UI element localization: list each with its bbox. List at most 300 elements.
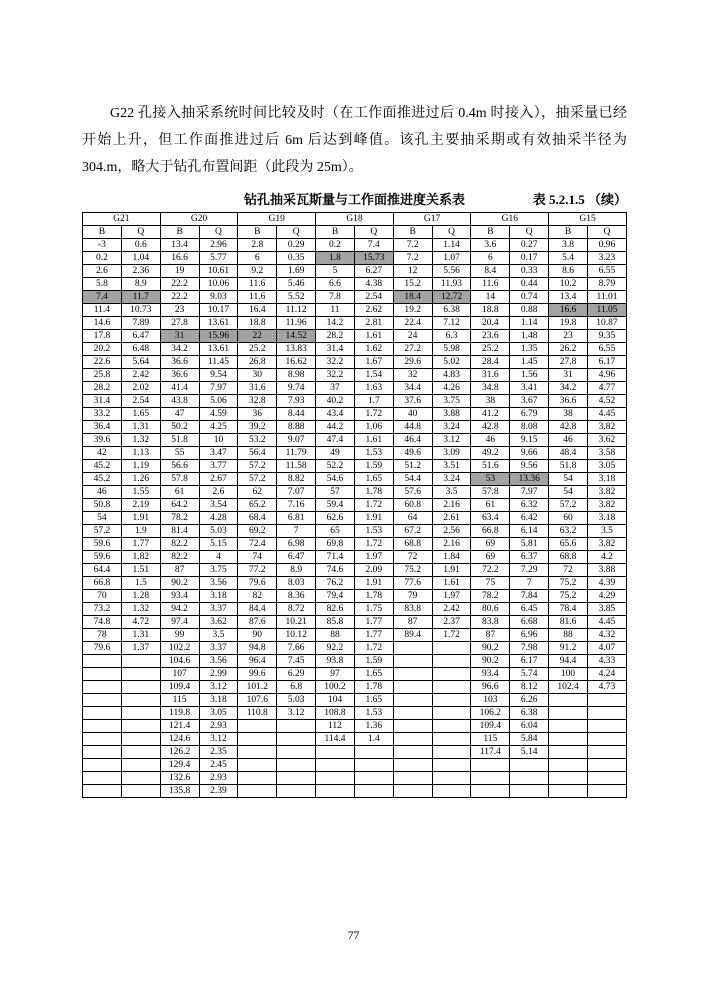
table-cell: 22.2 xyxy=(160,291,199,304)
column-subheader-g19-q: Q xyxy=(277,226,316,239)
table-cell: 100.2 xyxy=(316,681,355,694)
table-cell: 13.61 xyxy=(199,343,238,356)
table-cell: 0.27 xyxy=(510,239,549,252)
table-cell: 102.2 xyxy=(160,642,199,655)
table-cell: 132.6 xyxy=(160,772,199,785)
table-cell: 1.31 xyxy=(121,421,160,434)
table-cell xyxy=(354,746,393,759)
table-cell: 112 xyxy=(316,720,355,733)
table-cell: 38 xyxy=(471,395,510,408)
table-cell: 117.4 xyxy=(471,746,510,759)
table-cell: 1.65 xyxy=(354,668,393,681)
table-row xyxy=(83,772,627,785)
table-cell xyxy=(393,720,432,733)
table-cell xyxy=(316,759,355,772)
table-cell: 34.2 xyxy=(160,343,199,356)
table-cell: 102.4 xyxy=(549,681,588,694)
table-cell: 31.6 xyxy=(471,369,510,382)
table-cell: 88 xyxy=(549,629,588,642)
table-cell: 1.72 xyxy=(432,629,471,642)
table-cell: 72 xyxy=(549,564,588,577)
table-cell: 1.61 xyxy=(354,434,393,447)
table-cell: 27.8 xyxy=(549,356,588,369)
page-number: 77 xyxy=(347,930,360,942)
table-cell: 1.62 xyxy=(354,343,393,356)
table-cell: 82.6 xyxy=(316,603,355,616)
table-cell: 11.6 xyxy=(238,291,277,304)
table-cell: 12 xyxy=(393,265,432,278)
table-cell: 115 xyxy=(160,694,199,707)
table-cell: 2.62 xyxy=(354,304,393,317)
table-cell xyxy=(393,733,432,746)
table-cell: 0.44 xyxy=(510,278,549,291)
table-cell: -3 xyxy=(83,239,122,252)
table-cell: 9.56 xyxy=(510,460,549,473)
table-row xyxy=(83,707,627,720)
table-cell xyxy=(587,720,626,733)
table-cell xyxy=(393,642,432,655)
table-cell: 0.2 xyxy=(83,252,122,265)
table-cell: 10.2 xyxy=(549,278,588,291)
table-cell: 1.32 xyxy=(121,603,160,616)
table-cell: 23.6 xyxy=(471,330,510,343)
table-cell: 20.2 xyxy=(83,343,122,356)
table-cell: 6.26 xyxy=(510,694,549,707)
table-cell: 5.64 xyxy=(121,356,160,369)
table-cell: 14.52 xyxy=(277,330,316,343)
table-cell: 3.56 xyxy=(199,655,238,668)
table-cell: 1.14 xyxy=(432,239,471,252)
table-cell: 46 xyxy=(83,486,122,499)
table-cell xyxy=(238,746,277,759)
table-cell: 8.6 xyxy=(549,265,588,278)
table-cell: 1.77 xyxy=(354,629,393,642)
table-cell: 0.33 xyxy=(510,265,549,278)
table-cell: 25.8 xyxy=(83,369,122,382)
table-cell: 3.5 xyxy=(199,629,238,642)
table-cell: 6.55 xyxy=(587,343,626,356)
table-cell: 11.01 xyxy=(587,291,626,304)
table-cell: 79 xyxy=(393,590,432,603)
table-cell: 13.83 xyxy=(277,343,316,356)
table-cell: 3.24 xyxy=(432,421,471,434)
table-cell xyxy=(432,694,471,707)
table-row xyxy=(83,525,627,538)
table-cell: 1.53 xyxy=(354,707,393,720)
table-cell: 51.2 xyxy=(393,460,432,473)
table-cell: 1.37 xyxy=(121,642,160,655)
table-number-label: 表 5.2.1.5 （续） xyxy=(532,192,627,207)
table-cell: 97 xyxy=(316,668,355,681)
table-cell xyxy=(83,759,122,772)
table-cell: 8.82 xyxy=(277,473,316,486)
table-cell: 74 xyxy=(238,551,277,564)
table-cell xyxy=(432,655,471,668)
table-cell: 67.2 xyxy=(393,525,432,538)
table-cell: 1.72 xyxy=(354,408,393,421)
table-cell: 2.6 xyxy=(83,265,122,278)
table-cell: 42.8 xyxy=(549,421,588,434)
table-cell: 3.47 xyxy=(199,447,238,460)
table-cell: 5.4 xyxy=(549,252,588,265)
table-cell: 4.38 xyxy=(354,278,393,291)
table-cell: 7.4 xyxy=(354,239,393,252)
table-row xyxy=(83,785,627,798)
table-cell: 4.59 xyxy=(199,408,238,421)
table-cell xyxy=(587,707,626,720)
table-cell: 4.73 xyxy=(587,681,626,694)
table-cell: 64.2 xyxy=(160,499,199,512)
table-cell: 74.8 xyxy=(83,616,122,629)
table-cell: 6.79 xyxy=(510,408,549,421)
table-cell: 6.47 xyxy=(121,330,160,343)
table-cell: 0.88 xyxy=(510,304,549,317)
table-cell: 4.33 xyxy=(587,655,626,668)
table-cell: 2.93 xyxy=(199,772,238,785)
table-cell: 1.75 xyxy=(354,603,393,616)
table-cell xyxy=(432,759,471,772)
table-row xyxy=(83,395,627,408)
table-cell: 22.6 xyxy=(83,356,122,369)
table-cell: 2.93 xyxy=(199,720,238,733)
table-cell: 8.79 xyxy=(587,278,626,291)
table-cell xyxy=(277,759,316,772)
table-cell: 6.38 xyxy=(432,304,471,317)
table-cell: 1.65 xyxy=(121,408,160,421)
table-cell: 6.14 xyxy=(510,525,549,538)
table-cell: 7.16 xyxy=(277,499,316,512)
table-cell: 0.96 xyxy=(587,239,626,252)
table-cell: 68.4 xyxy=(238,512,277,525)
table-cell: 45.2 xyxy=(83,460,122,473)
table-cell: 1.63 xyxy=(354,382,393,395)
table-cell: 7.8 xyxy=(316,291,355,304)
table-cell xyxy=(83,733,122,746)
table-cell: 50.2 xyxy=(160,421,199,434)
table-cell: 47 xyxy=(160,408,199,421)
table-row xyxy=(83,538,627,551)
table-cell: 57.2 xyxy=(549,499,588,512)
table-cell: 8.98 xyxy=(277,369,316,382)
table-cell: 2.96 xyxy=(199,239,238,252)
column-group-g15: G15 xyxy=(549,213,627,226)
table-cell xyxy=(238,733,277,746)
table-row xyxy=(83,577,627,590)
table-cell: 0.35 xyxy=(277,252,316,265)
table-row xyxy=(83,668,627,681)
table-cell: 17.8 xyxy=(83,330,122,343)
table-cell: 80.6 xyxy=(471,603,510,616)
column-subheader-g19-b: B xyxy=(238,226,277,239)
table-cell: 26.8 xyxy=(238,356,277,369)
table-cell: 92.2 xyxy=(316,642,355,655)
table-cell xyxy=(587,694,626,707)
table-cell: 6.37 xyxy=(510,551,549,564)
table-cell: 1.06 xyxy=(354,421,393,434)
table-cell: 4.07 xyxy=(587,642,626,655)
table-cell: 90.2 xyxy=(160,577,199,590)
table-cell: 11.93 xyxy=(432,278,471,291)
table-cell: 48.4 xyxy=(549,447,588,460)
table-cell: 11.05 xyxy=(587,304,626,317)
table-cell: 54 xyxy=(549,473,588,486)
table-cell: 34.8 xyxy=(471,382,510,395)
table-cell: 4 xyxy=(199,551,238,564)
table-cell: 77.6 xyxy=(393,577,432,590)
table-cell: 7.07 xyxy=(277,486,316,499)
table-row xyxy=(83,408,627,421)
table-cell: 109.4 xyxy=(471,720,510,733)
table-cell: 87 xyxy=(160,564,199,577)
table-cell: 5.56 xyxy=(432,265,471,278)
table-cell: 2.45 xyxy=(199,759,238,772)
table-cell: 1.77 xyxy=(354,616,393,629)
table-row xyxy=(83,629,627,642)
table-cell: 1.91 xyxy=(432,564,471,577)
table-cell: 61 xyxy=(160,486,199,499)
table-cell: 63.2 xyxy=(549,525,588,538)
table-cell: 31 xyxy=(160,330,199,343)
table-cell xyxy=(83,694,122,707)
table-cell: 1.36 xyxy=(354,720,393,733)
table-cell: 2.16 xyxy=(432,538,471,551)
table-cell: 72.4 xyxy=(238,538,277,551)
table-cell: 10.73 xyxy=(121,304,160,317)
table-cell xyxy=(277,733,316,746)
table-cell: 13.36 xyxy=(510,473,549,486)
table-cell: 108.8 xyxy=(316,707,355,720)
table-cell: 121.4 xyxy=(160,720,199,733)
table-cell: 1.65 xyxy=(354,694,393,707)
table-cell: 1.91 xyxy=(121,512,160,525)
table-cell: 5.02 xyxy=(432,356,471,369)
table-cell: 5 xyxy=(316,265,355,278)
table-cell: 62 xyxy=(238,486,277,499)
table-cell: 1.14 xyxy=(510,317,549,330)
table-cell: 8.88 xyxy=(277,421,316,434)
table-row xyxy=(83,330,627,343)
table-cell: 3.6 xyxy=(471,239,510,252)
table-cell: 62.6 xyxy=(316,512,355,525)
table-cell: 77.2 xyxy=(238,564,277,577)
table-cell: 1.97 xyxy=(354,551,393,564)
table-cell: 2.02 xyxy=(121,382,160,395)
table-cell xyxy=(83,668,122,681)
table-cell: 3.18 xyxy=(587,512,626,525)
table-cell: 5.15 xyxy=(199,538,238,551)
table-cell: 11.7 xyxy=(121,291,160,304)
table-cell: 1.65 xyxy=(354,473,393,486)
table-cell: 52.2 xyxy=(316,460,355,473)
table-cell: 34.4 xyxy=(393,382,432,395)
column-subheader-g16-q: Q xyxy=(510,226,549,239)
table-cell: 49 xyxy=(316,447,355,460)
table-cell: 11.12 xyxy=(277,304,316,317)
table-cell: 2.61 xyxy=(432,512,471,525)
table-cell: 107 xyxy=(160,668,199,681)
table-cell: 28.2 xyxy=(316,330,355,343)
table-cell: 43.4 xyxy=(316,408,355,421)
table-cell: 9.15 xyxy=(510,434,549,447)
table-cell: 3.82 xyxy=(587,486,626,499)
column-subheader-g20-b: B xyxy=(160,226,199,239)
table-row xyxy=(83,642,627,655)
table-cell: 79.6 xyxy=(83,642,122,655)
group-header-row xyxy=(83,213,627,226)
column-subheader-g18-b: B xyxy=(316,226,355,239)
table-cell: 2.39 xyxy=(199,785,238,798)
table-cell: 3.09 xyxy=(432,447,471,460)
table-cell: 1.04 xyxy=(121,252,160,265)
table-cell: 51.6 xyxy=(471,460,510,473)
column-group-g20: G20 xyxy=(160,213,238,226)
table-cell: 94.4 xyxy=(549,655,588,668)
table-cell: 8.72 xyxy=(277,603,316,616)
table-row xyxy=(83,746,627,759)
table-cell xyxy=(432,681,471,694)
table-cell: 6.98 xyxy=(277,538,316,551)
table-cell: 9.07 xyxy=(277,434,316,447)
table-cell xyxy=(549,746,588,759)
table-cell xyxy=(393,772,432,785)
table-cell: 7.2 xyxy=(393,252,432,265)
table-cell: 2.56 xyxy=(432,525,471,538)
table-cell: 1.53 xyxy=(354,525,393,538)
table-cell: 4.26 xyxy=(432,382,471,395)
table-cell: 9.35 xyxy=(587,330,626,343)
table-cell: 66.8 xyxy=(471,525,510,538)
table-cell: 56.6 xyxy=(160,460,199,473)
table-cell: 3.12 xyxy=(432,434,471,447)
table-cell: 16.6 xyxy=(549,304,588,317)
table-cell: 96.6 xyxy=(471,681,510,694)
table-cell xyxy=(432,746,471,759)
table-cell: 3.85 xyxy=(587,603,626,616)
table-cell: 6.68 xyxy=(510,616,549,629)
table-cell: 59.4 xyxy=(316,499,355,512)
table-cell: 22.2 xyxy=(160,278,199,291)
table-cell: 18.4 xyxy=(393,291,432,304)
table-cell: 6.6 xyxy=(316,278,355,291)
table-cell xyxy=(432,668,471,681)
table-cell: 11.79 xyxy=(277,447,316,460)
table-cell: 96.4 xyxy=(238,655,277,668)
table-cell xyxy=(354,759,393,772)
table-cell: 106.2 xyxy=(471,707,510,720)
table-cell: 9.54 xyxy=(199,369,238,382)
table-cell: 0.74 xyxy=(510,291,549,304)
table-cell: 90 xyxy=(238,629,277,642)
table-cell: 7 xyxy=(510,577,549,590)
table-cell: 3.18 xyxy=(199,694,238,707)
table-cell: 5.81 xyxy=(510,538,549,551)
table-row xyxy=(83,473,627,486)
table-cell xyxy=(510,785,549,798)
table-cell: 11.45 xyxy=(199,356,238,369)
table-cell xyxy=(121,733,160,746)
table-cell: 5.14 xyxy=(510,746,549,759)
table-cell: 93.8 xyxy=(316,655,355,668)
table-cell: 1.59 xyxy=(354,460,393,473)
table-cell: 18.8 xyxy=(238,317,277,330)
table-cell: 49.2 xyxy=(471,447,510,460)
table-row xyxy=(83,317,627,330)
table-cell: 61 xyxy=(471,499,510,512)
column-group-g18: G18 xyxy=(316,213,394,226)
table-cell: 2.8 xyxy=(238,239,277,252)
table-cell: 57.6 xyxy=(393,486,432,499)
table-cell: 75 xyxy=(471,577,510,590)
table-cell: 3.62 xyxy=(199,616,238,629)
table-cell: 37.6 xyxy=(393,395,432,408)
table-cell: 83.8 xyxy=(471,616,510,629)
table-cell: 84.4 xyxy=(238,603,277,616)
column-group-g21: G21 xyxy=(83,213,161,226)
table-cell xyxy=(549,785,588,798)
table-cell: 27.2 xyxy=(393,343,432,356)
table-cell: 32 xyxy=(393,369,432,382)
table-cell: 31.4 xyxy=(316,343,355,356)
table-cell: 69 xyxy=(471,538,510,551)
table-cell: 23 xyxy=(549,330,588,343)
table-cell: 3.88 xyxy=(432,408,471,421)
table-cell: 11.6 xyxy=(471,278,510,291)
column-subheader-g17-q: Q xyxy=(432,226,471,239)
table-cell: 6.42 xyxy=(510,512,549,525)
table-cell: 7.45 xyxy=(277,655,316,668)
table-row xyxy=(83,720,627,733)
table-cell: 83.8 xyxy=(393,603,432,616)
table-cell xyxy=(121,694,160,707)
table-cell xyxy=(432,720,471,733)
table-cell: 5.77 xyxy=(199,252,238,265)
table-cell xyxy=(432,642,471,655)
table-cell: 90.2 xyxy=(471,655,510,668)
table-cell xyxy=(432,707,471,720)
table-cell xyxy=(83,785,122,798)
table-cell: 1.5 xyxy=(121,577,160,590)
table-cell: 32.2 xyxy=(316,369,355,382)
table-cell: 85.8 xyxy=(316,616,355,629)
table-cell: 6 xyxy=(471,252,510,265)
table-cell xyxy=(121,668,160,681)
table-row xyxy=(83,681,627,694)
table-cell xyxy=(354,772,393,785)
table-cell: 75.2 xyxy=(549,590,588,603)
table-cell xyxy=(316,785,355,798)
subheader-row xyxy=(83,226,627,239)
table-cell: 63.4 xyxy=(471,512,510,525)
table-cell: 57 xyxy=(316,486,355,499)
table-cell xyxy=(277,785,316,798)
table-cell: 1.78 xyxy=(354,681,393,694)
table-cell xyxy=(549,772,588,785)
column-subheader-g15-q: Q xyxy=(587,226,626,239)
table-cell: 57.2 xyxy=(238,473,277,486)
table-cell: 5.03 xyxy=(277,694,316,707)
table-cell xyxy=(238,772,277,785)
table-cell xyxy=(471,785,510,798)
table-cell: 29.6 xyxy=(393,356,432,369)
table-cell: 46 xyxy=(471,434,510,447)
table-cell xyxy=(432,733,471,746)
table-cell: 22 xyxy=(238,330,277,343)
table-cell: 2.67 xyxy=(199,473,238,486)
table-cell: 3.24 xyxy=(432,473,471,486)
table-row xyxy=(83,382,627,395)
table-cell: 68.8 xyxy=(549,551,588,564)
table-cell: 6 xyxy=(238,252,277,265)
